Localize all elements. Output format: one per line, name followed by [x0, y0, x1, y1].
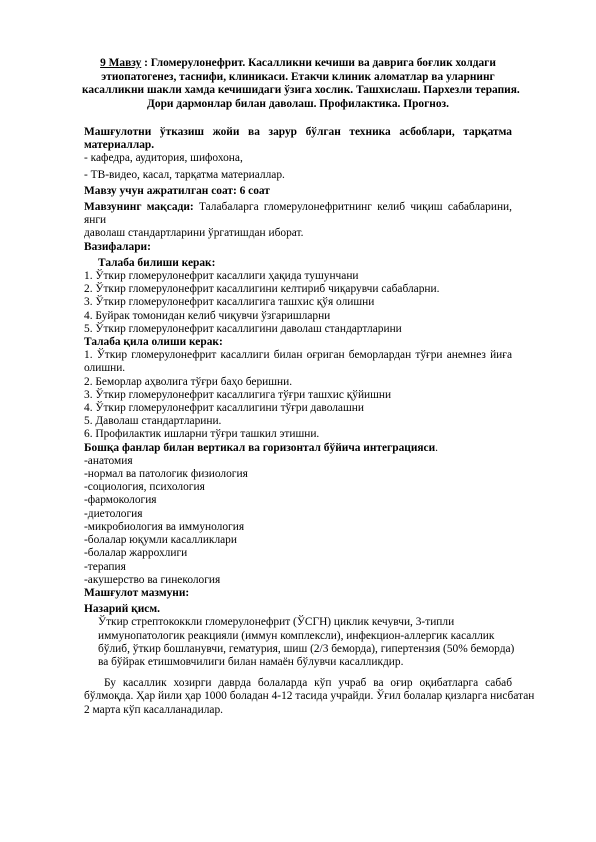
integration-item: -фармокология [84, 494, 157, 507]
integration-item: -социология, психология [84, 481, 205, 494]
skills-item-1-line-2: олишни. [84, 362, 126, 375]
knowledge-item: 3. Ўткир гломерулонефрит касаллигига ташхис қўя олишни [84, 296, 375, 309]
theory-heading: Назарий қисм. [84, 603, 160, 616]
knowledge-item: 5. Ўткир гломерулонефрит касаллигини даволаш стандартларини [84, 322, 402, 335]
topic-colon: : [141, 57, 148, 69]
skills-item: 3. Ўткир гломерулонефрит касаллигига тўғри ташхис қўйишни [84, 388, 392, 401]
theory-p2-line: 2 марта кўп касалланадилар. [84, 703, 223, 716]
integration-item: -нормал ва патологик физиология [84, 468, 248, 481]
tasks-label: Вазифалари: [84, 240, 151, 253]
title-line-4: Дори дармонлар билан даволаш. Профилактика. Прогноз. [147, 97, 449, 110]
equipment-item: - ТВ-видео, касал, тарқатма материаллар. [84, 168, 285, 181]
title-line-2: этиопатогенез, таснифи, клиникаси. Етакчи клиник аломатлар ва уларнинг [101, 70, 495, 83]
equipment-heading-line-2: материаллар. [84, 139, 155, 152]
goal-text: Талабаларга гломерулонефритнинг келиб чиқиш сабабларини, янги [84, 201, 512, 227]
content-heading: Машғулот мазмуни: [84, 586, 190, 599]
theory-p1-line: иммунопатологик реакцияли (иммун комплексли), инфекцион-аллергик касаллик [98, 629, 495, 642]
equipment-item: - кафедра, аудитория, шифохона, [84, 152, 243, 165]
theory-p1-line: Ўткир стрептококкли гломерулонефрит (ЎСГН) циклик кечувчи, 3-типли [98, 616, 455, 629]
equipment-heading-line-1: Машғулотни ўтказиш жойи ва зарур бўлган техника асбоблари, тарқатма [84, 126, 512, 138]
skills-item-1-line-1: 1. Ўткир гломерулонефрит касаллиги билан оғриган беморлардан тўғри анемнез йиға [84, 349, 512, 362]
integration-item: -микробиология ва иммунология [84, 520, 245, 533]
integration-heading: Бошқа фанлар билан вертикал ва горизонтал бўйича интеграцияси [84, 441, 436, 454]
knowledge-item: 2. Ўткир гломерулонефрит касаллигини келтириб чиқарувчи сабабларни. [84, 283, 440, 296]
goal-line-2: даволаш стандартларини ўргатишдан иборат. [84, 227, 304, 240]
knowledge-item: 4. Буйрак томонидан келиб чиқувчи ўзгаришларни [84, 309, 331, 322]
skills-item: 2. Беморлар аҳволига тўғри баҳо беришни. [84, 375, 293, 388]
integration-heading-dot: . [435, 441, 439, 454]
theory-p2-line: Бу касаллик хозирги даврда болаларда кўп учраб ва оғир оқибатларга сабаб [104, 677, 512, 690]
topic-number: 9 Мавзу [100, 57, 142, 69]
skills-item: 6. Профилактик ишларни тўғри ташкил этишни. [84, 428, 320, 441]
integration-item: -анатомия [84, 454, 133, 467]
knowledge-item: 1. Ўткир гломерулонефрит касаллиги ҳақида тушунчани [84, 270, 359, 283]
skills-item: 4. Ўткир гломерулонефрит касаллигини тўғри даволашни [84, 402, 364, 415]
topic-title [82, 57, 520, 111]
hours-line: Мавзу учун ажратилган соат: 6 соат [84, 184, 270, 197]
integration-item: -болалар жаррохлиги [84, 547, 188, 560]
theory-paragraph-1 [84, 616, 515, 669]
integration-item: -диетология [84, 507, 143, 520]
theory-p2-line: бўлмоқда. Ҳар йили ҳар 1000 боладан 4-12 тасида учрайди. Ўғил болалар қизларга нисбатан [84, 690, 535, 703]
knowledge-heading: Талаба билиши керак: [98, 256, 216, 269]
skills-heading: Талаба қила олиши керак: [84, 336, 223, 349]
integration-item: -терапия [84, 560, 126, 573]
title-line-1: Гломерулонефрит. Касалликни кечиши ва даврига боғлик холдаги [147, 57, 496, 69]
skills-item: 5. Даволаш стандартларини. [84, 415, 222, 428]
title-line-3: касалликни шакли хамда кечишидаги ўзига хослик. Ташхислаш. Пархезли терапия. [82, 84, 520, 97]
goal-label: Мавзунинг мақсади: [84, 201, 194, 214]
integration-item: -болалар юқумли касалликлари [84, 534, 237, 547]
theory-p1-line: ва бўйрак етишмовчилиги билан намаён бўлувчи касалликдир. [98, 655, 404, 668]
integration-item: -акушерство ва гинекология [84, 573, 221, 586]
document-body [84, 126, 535, 717]
goal-line-1 [84, 201, 512, 227]
integration-heading-row [84, 442, 512, 455]
theory-paragraph-2 [84, 677, 535, 717]
theory-p1-line: бўлиб, ўткир бошланувчи, гематурия, шиш (2/3 беморда), гипертензия (50% беморда) [98, 642, 515, 655]
